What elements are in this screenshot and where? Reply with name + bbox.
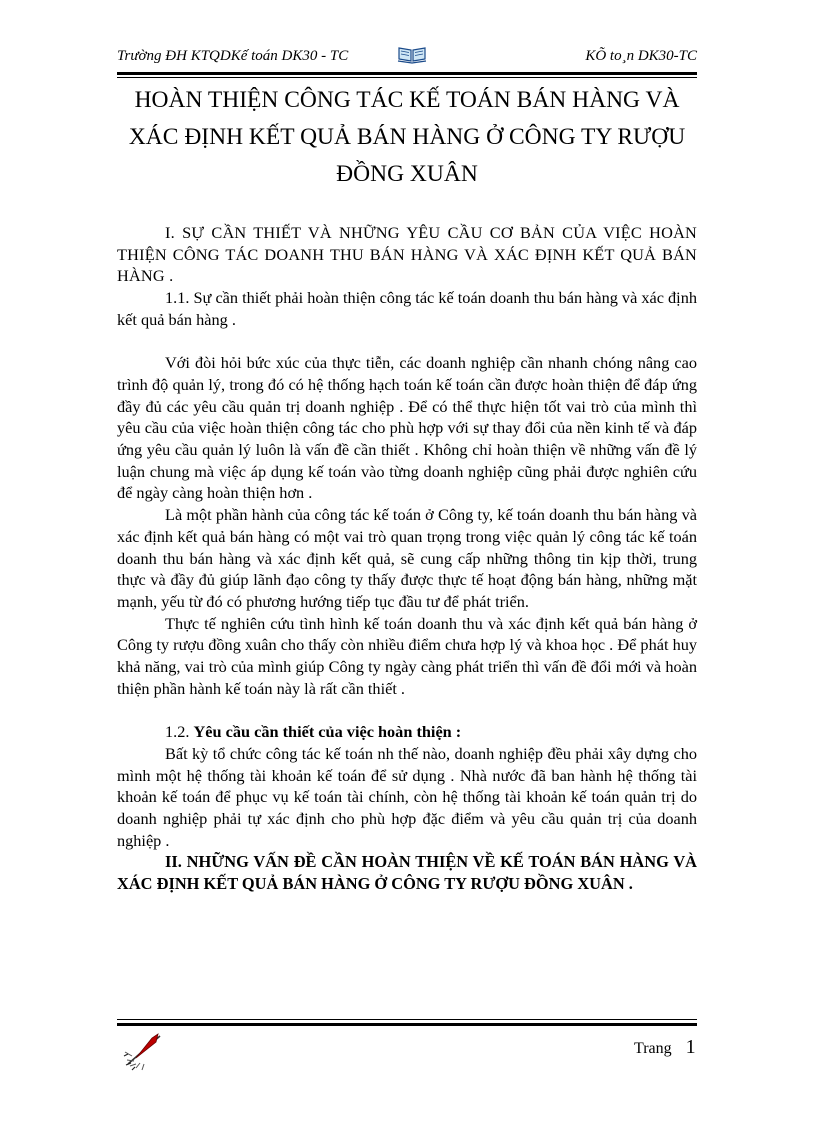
subsection-1-2-title: Yêu cầu cần thiết của việc hoàn thiện : <box>193 722 462 742</box>
paragraph-4: Bất kỳ tổ chức công tác kế toán nh thế nào, doanh nghiệp đều phải xây dựng cho mình một hệ thống tài khoản kế toán để sử dụng . Nhà nước đã ban hành hệ thống tài khoản kế toán để phục vụ kế toán tài chính, còn hệ thống tài khoản kế toán quản trị do doanh nghiệp phải tự xác định cho phù hợp đặc điểm và yêu cầu quản trị của doanh nghiệp . <box>117 743 697 850</box>
header-rule-thick <box>117 72 697 75</box>
section-1-heading: I. SỰ CẦN THIẾT VÀ NHỮNG YÊU CẦU CƠ BẢN CỦA VIỆC HOÀN THIỆN CÔNG TÁC DOANH THU BÁN HÀNG VÀ XÁC ĐỊNH KẾT QUẢ BÁN HÀNG . <box>117 223 697 286</box>
paragraph-2: Là một phần hành của công tác kế toán ở Công ty, kế toán doanh thu bán hàng và xác định kết quả bán hàng có một vai trò quan trọng trong việc quản lý công tác kế toán doanh thu bán hàng và xác định kết quả, sẽ cung cấp những thông tin kịp thời, trung thực và đầy đủ giúp lãnh đạo công ty thấy được thực tế hoạt động bán hàng, những mặt mạnh, yếu từ đó có phương hướng tiếp tục đầu tư để phát triển. <box>117 505 697 611</box>
page-number-value: 1 <box>685 1036 696 1058</box>
footer-rule-thin <box>117 1019 697 1020</box>
header-rule-thin <box>117 77 697 78</box>
footer-rule-thick <box>117 1023 697 1026</box>
document-body <box>117 222 697 895</box>
quill-decoration-icon <box>122 1030 166 1072</box>
subsection-1-1: 1.1. Sự cần thiết phải hoàn thiện công tác kế toán doanh thu bán hàng và xác định kết quả bán hàng . <box>117 288 697 329</box>
page-label: Trang <box>634 1040 672 1057</box>
page-header <box>117 44 697 70</box>
subsection-1-2-number: 1.2. <box>165 722 194 742</box>
header-right-text: KÕ to¸n DK30-TC <box>585 48 697 64</box>
paragraph-3: Thực tế nghiên cứu tình hình kế toán doanh thu và xác định kết quả bán hàng ở Công ty rượu đồng xuân cho thấy còn nhiều điểm chưa hợp lý và khoa học . Để phát huy khả năng, vai trò của mình giúp Công ty ngày càng phát triển thì vấn đề đổi mới và hoàn thiện phần hành kế toán này là rất cần thiết . <box>117 613 697 698</box>
page-number <box>634 1036 696 1059</box>
document-title: HOÀN THIỆN CÔNG TÁC KẾ TOÁN BÁN HÀNG VÀ XÁC ĐỊNH KẾT QUẢ BÁN HÀNG Ở CÔNG TY RƯỢU ĐỒNG XUÂN <box>128 87 686 187</box>
subsection-1-2 <box>117 721 697 743</box>
paragraph-1: Với đòi hỏi bức xúc của thực tiễn, các doanh nghiệp cần nhanh chóng nâng cao trình độ quản lý, trong đó có hệ thống hạch toán kế toán cần được hoàn thiện để đáp ứng đầy đủ các yêu cầu quản trị doanh nghiệp . Để có thể thực hiện tốt vai trò của mình thì yêu cầu của việc hoàn thiện công tác cho phù hợp với sự thay đổi của nền kinh tế và đáp ứng yêu cầu quản lý luôn là vấn đề cần thiết . Không chỉ hoàn thiện về những vấn đề lý luận chung mà việc áp dụng kế toán vào từng doanh nghiệp cũng phải được nghiên cứu để ngày càng hoàn thiện hơn . <box>117 353 697 503</box>
book-icon <box>397 44 427 64</box>
header-left-text: Trường ĐH KTQDKế toán DK30 - TC <box>117 48 349 64</box>
section-2-heading: II. NHỮNG VẤN ĐỀ CẦN HOÀN THIỆN VỀ KẾ TOÁN BÁN HÀNG VÀ XÁC ĐỊNH KẾT QUẢ BÁN HÀNG Ở CÔNG TY RƯỢU ĐỒNG XUÂN . <box>117 852 697 894</box>
